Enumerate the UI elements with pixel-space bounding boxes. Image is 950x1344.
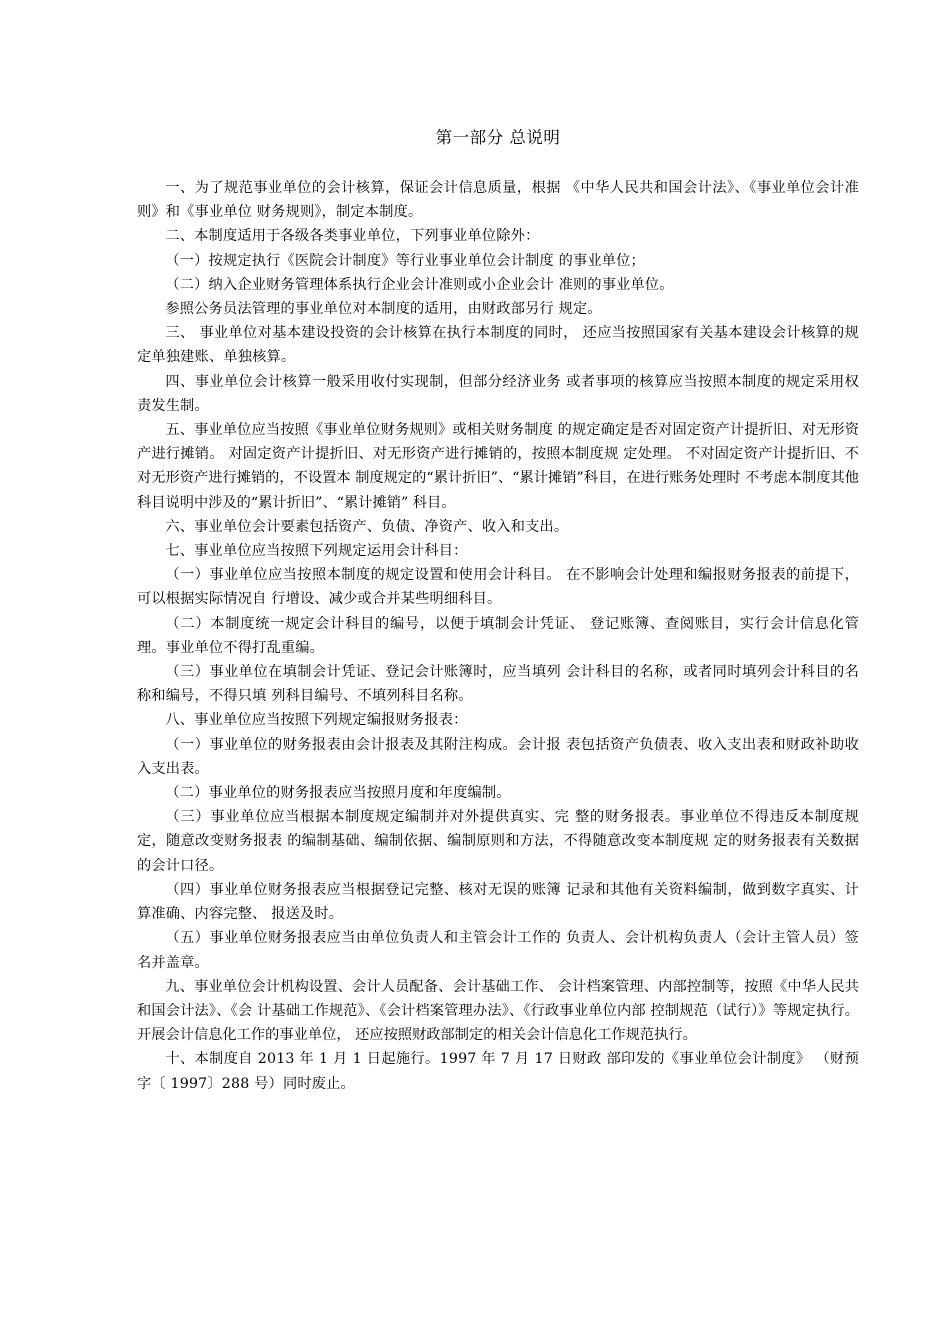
paragraph-13: （三）事业单位在填制会计凭证、登记会计账簿时，应当填列 会计科目的名称，或者同时填列会计科目的名称和编号，不得只填 列科目编号、不填列科目名称。 <box>137 664 859 705</box>
paragraph-15: （一）事业单位的财务报表由会计报表及其附注构成。会计报 表包括资产负债表、收入支出表和财政补助收入支出表。 <box>137 736 859 777</box>
paragraph-10: 七、事业单位应当按照下列规定运用会计科目： <box>165 543 468 560</box>
paragraph-16: （二）事业单位的财务报表应当按照月度和年度编制。 <box>165 785 511 802</box>
paragraph-19: （五）事业单位财务报表应当由单位负责人和主管会计工作的 负责人、会计机构负责人（会计主管人员）签名并盖章。 <box>137 930 859 971</box>
paragraph-5: 参照公务员法管理的事业单位对本制度的适用，由财政部另行 规定。 <box>165 301 602 318</box>
paragraph-4: （二）纳入企业财务管理体系执行企业会计准则或小企业会计 准则的事业单位。 <box>165 276 674 293</box>
paragraph-3: （一）按规定执行《医院会计制度》等行业事业单位会计制度 的事业单位； <box>165 252 645 269</box>
paragraph-8: 五、事业单位应当按照《事业单位财务规则》或相关财务制度 的规定确定是否对固定资产计提折旧、对无形资产进行摊销。 对固定资产计提折旧、对无形资产进行摊销的，按照本制度规 定处理。 不对固定资产计提折旧、不对无形资产进行摊销的，不设置本 制度规定的“累计折旧”、“累计摊销”科目，在进行账务处理时 不考虑本制度其他科目说明中涉及的“累计折旧”、“累计摊销” 科目。 <box>137 422 859 511</box>
paragraph-1: 一、为了规范事业单位的会计核算，保证会计信息质量，根据 《中华人民共和国会计法》、《事业单位会计准则》和《事业单位 财务规则》，制定本制度。 <box>137 180 859 221</box>
paragraph-21: 十、本制度自 2013 年 1 月 1 日起施行。1997 年 7 月 17 日财政 部印发的《事业单位会计制度》 （财预字〔 1997〕288 号）同时废止。 <box>137 1051 859 1092</box>
paragraph-6: 三、 事业单位对基本建设投资的会计核算在执行本制度的同时， 还应当按照国家有关基本建设会计核算的规定单独建账、单独核算。 <box>137 325 859 366</box>
document-body <box>137 176 859 1096</box>
paragraph-20: 九、事业单位会计机构设置、会计人员配备、会计基础工作、 会计档案管理、内部控制等，按照《中华人民共和国会计法》、《会 计基础工作规范》、《会计档案管理办法》、《行政事业单位内部 控制规范（试行）》等规定执行。开展会计信息化工作的事业单位， 还应按照财政部制定的相关会计信息化工作规范执行。 <box>137 978 859 1044</box>
paragraph-12: （二）本制度统一规定会计科目的编号，以便于填制会计凭证、 登记账簿、查阅账目，实行会计信息化管理。事业单位不得打乱重编。 <box>137 615 859 656</box>
paragraph-18: （四）事业单位财务报表应当根据登记完整、核对无误的账簿 记录和其他有关资料编制，做到数字真实、计算准确、内容完整、 报送及时。 <box>137 881 859 923</box>
paragraph-11: （一）事业单位应当按照本制度的规定设置和使用会计科目。 在不影响会计处理和编报财务报表的前提下，可以根据实际情况自 行增设、减少或合并某些明细科目。 <box>137 567 859 608</box>
paragraph-2: 二、本制度适用于各级各类事业单位，下列事业单位除外： <box>165 228 540 245</box>
paragraph-9: 六、事业单位会计要素包括资产、负债、净资产、收入和支出。 <box>165 518 569 535</box>
page-title: 第一部分 总说明 <box>435 128 561 147</box>
paragraph-17: （三）事业单位应当根据本制度规定编制并对外提供真实、完 整的财务报表。事业单位不得违反本制度规定，随意改变财务报表 的编制基础、编制依据、编制原则和方法，不得随意改变本制度规 定的财务报表有关数据的会计口径。 <box>137 809 859 874</box>
paragraph-7: 四、事业单位会计核算一般采用收付实现制，但部分经济业务 或者事项的核算应当按照本制度的规定采用权责发生制。 <box>137 373 859 414</box>
paragraph-14: 八、事业单位应当按照下列规定编报财务报表： <box>165 712 468 729</box>
